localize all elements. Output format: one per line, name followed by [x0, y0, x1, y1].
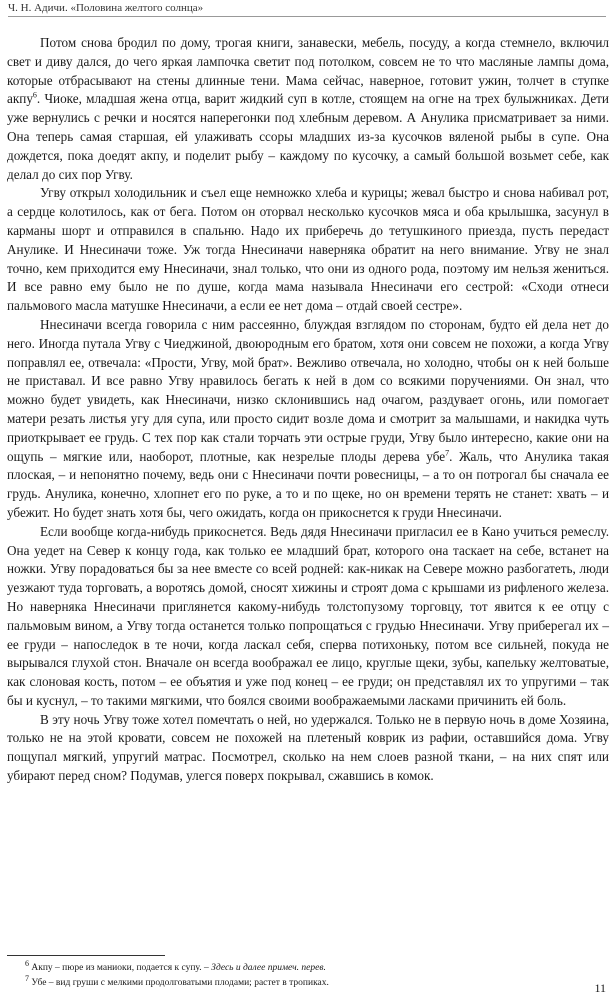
paragraph: В эту ночь Угву тоже хотел помечтать о ней, но удержался. Только не в первую ночь в доме Хозяина, только не на этой кровати, совсем не похожей на плетеный коврик из рафии, оставшийся дома. Угву пощупал мягкий, упругий матрас. Посмотрел, сколько на нем слоев разной ткани, – на них спят или убирают перед сном? Подумав, улегся поверх покрывал, сжавшись в комок.: [7, 711, 609, 784]
paragraph: Угву открыл холодильник и съел еще немножко хлеба и курицы; жевал быстро и снова набивал рот, а сердце колотилось, как от бега. Потом он оторвал несколько кусочков мяса и оба крылышка, засунул в карманы шорт и отправился в спальню. Надо их приберечь до тетушкиного приезда, пусть передаст Анулике. И Ннесиначи тоже. Уж тогда Ннесиначи наверняка обратит на него внимание. Угву не знал точно, кем приходится ему Ннесиначи, знал только, что они из одного рода, поэтому им нельзя жениться. И все равно ему было не по душе, когда мама называла Ннесиначи его сестрой: «Сходи отнеси пальмового масла матушке Ннесиначи, а если ее нет дома – отдай своей сестре».: [7, 185, 609, 314]
footnote-ref[interactable]: 7: [445, 448, 450, 458]
paragraph: Ннесиначи всегда говорила с ним рассеянно, блуждая взглядом по сторонам, будто ей дела нет до него. Иногда путала Угву с Чиеджиной, двоюродным его братом, хотя они совсем не похожи, а когда Угву поправлял ее, отвечала: «Прости, Угву, мой брат». Вежливо отвечала, но холодно, чтобы он к ней больше не приставал. И все равно Угву нравилось бегать к ней в дом со всякими поручениями. Он знал, что можно будет увидеть, как Ннесиначи, низко склонившись над очагом, раздувает огонь, или помогает матери резать листья угу для супа, или просто сидит возле дома и смотрит за малышами, и накидка чуть приоткрывает ее грудь. С тех пор как стали торчать эти острые груди, Угву было интересно, какие они на ощупь – мягкие или, наоборот, плотные, как незрелые плоды дерева убе$^7$. Жаль, что Анулика такая плоская, – и непонятно почему, ведь они с Ннесиначи почти ровесницы, – а то он потрогал бы сначала ее грудь. Анулика, конечно, хлопнет его по руке, а то и по щеке, но он времени терять не станет: хвать – и убежит. Но будет знать хотя бы, чего ожидать, когда он прикоснется к груди Ннесиначи.: [7, 316, 609, 520]
footnote-mark: 6: [25, 958, 29, 968]
body-text: [7, 34, 609, 786]
running-header: Ч. Н. Адичи. «Половина желтого солнца»: [8, 2, 606, 17]
footnotes: [7, 958, 567, 991]
footnote-divider: [7, 955, 165, 956]
paragraph: Если вообще когда-нибудь прикоснется. Ведь дядя Ннесиначи пригласил ее в Кано учиться ремеслу. Она уедет на Север к концу года, как только ее младший брат, которого она таскает на себе, встанет на ножки. Угву порадоваться бы за нее вместе со всей родней: как-никак на Севере можно разбогатеть, люди уезжают туда торговать, а воротясь домой, сносят хижины и строят дома с крышами из рифленого железа. Но наверняка Ннесиначи приглянется какому-нибудь толстопузому торговцу, тот явится к ее отцу с пальмовым вином, а Угву тогда останется только попрощаться с грудью Ннесиначи. Угву приберегал их – ее груди – напоследок в те ночи, когда ласкал себя, сперва потихоньку, потом все сильней, покуда не вырывался глухой стон. Вначале он всегда воображал ее лицо, круглые щеки, зубы, капельку желтоватые, как слоновая кость, потом – ее объятия и уже под конец – ее груди; он представлял их то упругими – так бы и куснул, – то такими мягкими, что боялся своими воображаемыми ласками причинить ей боль.: [7, 523, 609, 708]
page-number: 11: [594, 981, 606, 995]
footnote: $^7$ Убе – вид груши с мелкими продолговатыми плодами; растет в тропиках.: [25, 973, 329, 988]
translator-note: Здесь и далее примеч. перев.: [211, 963, 326, 973]
footnote-ref[interactable]: 6: [32, 91, 37, 100]
paragraph: Потом снова бродил по дому, трогая книги, занавески, мебель, посуду, а когда стемнело, включил свет и диву дался, до чего яркая лампочка светит под потолком, совсем не то что масляные лампы дома, которые отбрасывают на стены длинные тени. Мама сейчас, наверное, готовит ужин, толчет в ступке акпу$^6$. Чиоке, младшая жена отца, варит жидкий суп в котле, стоящем на огне на трех булыжниках. Дети уже вернулись с речки и носятся наперегонки под хлебным деревом. А Анулика присматривает за ними. Она теперь самая старшая, ей улаживать ссоры младших из-за кусочков вяленой рыбы в супе. Она дождется, пока доедят акпу, и поделит рыбу – каждому по кусочку, а самый большой возьмет себе, как делал до сих пор Угву.: [7, 35, 609, 182]
footnote: $^6$ Акпу – пюре из маниоки, подается к супу. – Здесь и далее примеч. перев.: [25, 958, 326, 973]
footnote-mark: 7: [25, 973, 29, 983]
